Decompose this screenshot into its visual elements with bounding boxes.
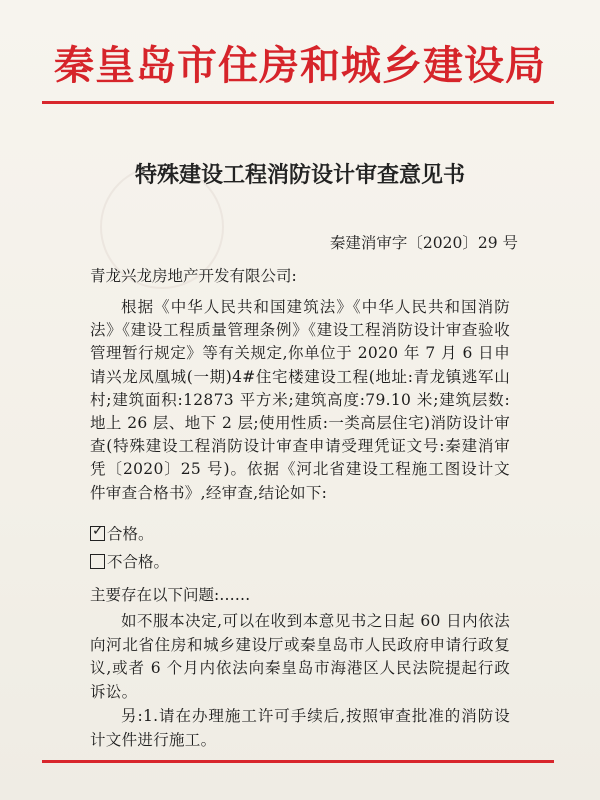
conclusion-pass — [90, 522, 154, 544]
checkbox-fail — [90, 554, 105, 569]
footer-red-rule — [42, 760, 554, 763]
document-number: 秦建消审字〔2020〕29 号 — [329, 234, 518, 252]
note-paragraph: 另:1.请在办理施工许可手续后,按照审查批准的消防设计文件进行施工。 — [90, 707, 510, 749]
issues-line: 主要存在以下问题:…… — [90, 586, 251, 604]
organization-header: 秦皇岛市住房和城乡建设局 — [54, 43, 546, 89]
checkbox-pass — [90, 522, 105, 541]
check-mark-icon: ✓ — [92, 522, 104, 539]
body-paragraph: 根据《中华人民共和国建筑法》《中华人民共和国消防法》《建设工程质量管理条例》《建设工程消防设计审查验收管理暂行规定》等有关规定,你单位于 2020 年 7 月 6 日申请兴龙凤凰城(一期)4#住宅楼建设工程(地址:青龙镇逃军山村;建筑面积:12873 平方米;建筑高度:79.10 米;建筑层数:地上 26 层、地下 2 层;使用性质:一类高层住宅)消防设计审查(特殊建设工程消防设计审查申请受理凭证文号:秦建消审凭〔2020〕25 号)。依据《河北省建设工程施工图设计文件审查合格书》,经审查,结论如下: — [90, 298, 510, 502]
conclusion-pass-label: 合格。 — [107, 525, 154, 543]
recipient: 青龙兴龙房地产开发有限公司: — [90, 267, 297, 285]
header-red-rule — [42, 101, 554, 104]
appeal-paragraph: 如不服本决定,可以在收到本意见书之日起 60 日内依法向河北省住房和城乡建设厅或秦皇岛市人民政府申请行政复议,或者 6 个月内依法向秦皇岛市海港区人民法院提起行政诉讼。 — [90, 612, 510, 701]
conclusion-fail-label: 不合格。 — [107, 553, 170, 571]
document-title: 特殊建设工程消防设计审查意见书 — [134, 163, 465, 188]
conclusion-fail — [90, 550, 169, 572]
